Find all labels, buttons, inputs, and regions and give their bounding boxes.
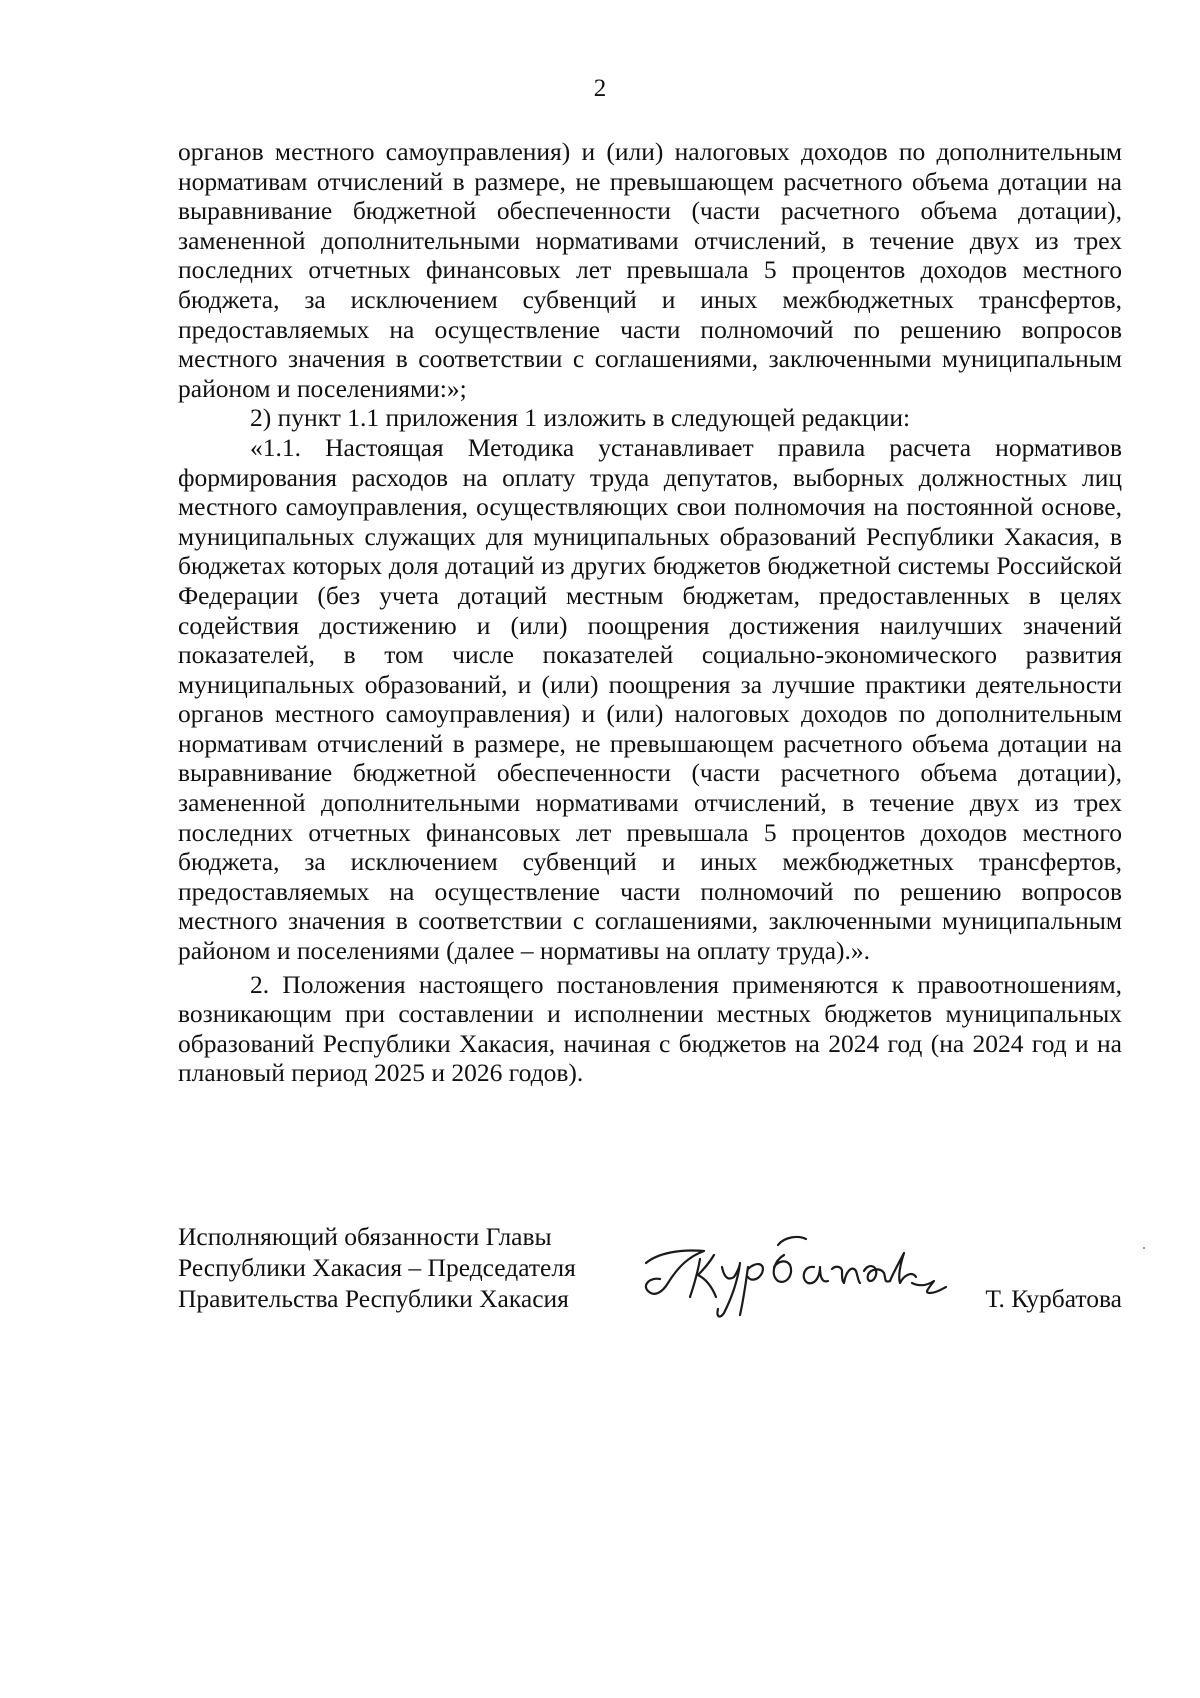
signature-block (178, 1221, 1122, 1331)
paragraph-clause-1-1: «1.1. Настоящая Методика устанавливает правила расчета нормативов формирования расходов на оплату труда депутатов, выборных должностных лиц местного самоуправления, осуществляющих свои полномочия на постоянной основе, муниципальных служащих для муниципальных образований Республики Хакасия, в бюджетах которых доля дотаций из других бюджетов бюджетной системы Российской Федерации (без учета дотаций местным бюджетам, предоставленных в целях содействия достижению и (или) поощрения достижения наилучших значений показателей, в том числе показателей социально-экономического развития муниципальных образований, и (или) поощрения за лучшие практики деятельности органов местного самоуправления) и (или) налоговых доходов по дополнительным нормативам отчислений в размере, не превышающем расчетного объема дотации на выравнивание бюджетной обеспеченности (части расчетного объема дотации), замененной дополнительными нормативами отчислений, в течение двух из трех последних отчетных финансовых лет превышала 5 процентов доходов местного бюджета, за исключением субвенций и иных межбюджетных трансфертов, предоставляемых на осуществление части полномочий по решению вопросов местного значения в соответствии с соглашениями, заключенными муниципальным районом и поселениями (далее – нормативы на оплату труда).». (178, 432, 1122, 966)
signatory-name: Т. Курбатова (985, 1284, 1122, 1313)
signatory-position-line: Правительства Республики Хакасия (178, 1284, 569, 1313)
scan-speck (1143, 1247, 1145, 1249)
paragraph-point-2: 2. Положения настоящего постановления применяются к правоотношениям, возникающим при составлении и исполнении местных бюджетов муниципальных образований Республики Хакасия, начиная с бюджетов на 2024 год (на 2024 год и на плановый период 2025 и 2026 годов). (178, 969, 1122, 1088)
signatory-position-line: Республики Хакасия – Председателя (178, 1253, 576, 1282)
paragraph-continuation: органов местного самоуправления) и (или) налоговых доходов по дополнительным нормативам отчислений в размере, не превышающем расчетного объема дотации на выравнивание бюджетной обеспеченности (части расчетного объема дотации), замененной дополнительными нормативами отчислений, в течение двух из трех последних отчетных финансовых лет превышала 5 процентов доходов местного бюджета, за исключением субвенций и иных межбюджетных трансфертов, предоставляемых на осуществление части полномочий по решению вопросов местного значения в соответствии с соглашениями, заключенными муниципальным районом и поселениями:»; (178, 137, 1122, 403)
signatory-position (178, 1221, 618, 1314)
signatory-position-line: Исполняющий обязанности Главы (178, 1222, 552, 1251)
document-body (178, 137, 1122, 1088)
handwritten-signature (628, 1205, 948, 1323)
page-number: 2 (593, 75, 607, 102)
paragraph-item-2: 2) пункт 1.1 приложения 1 изложить в следующей редакции: (250, 403, 911, 433)
